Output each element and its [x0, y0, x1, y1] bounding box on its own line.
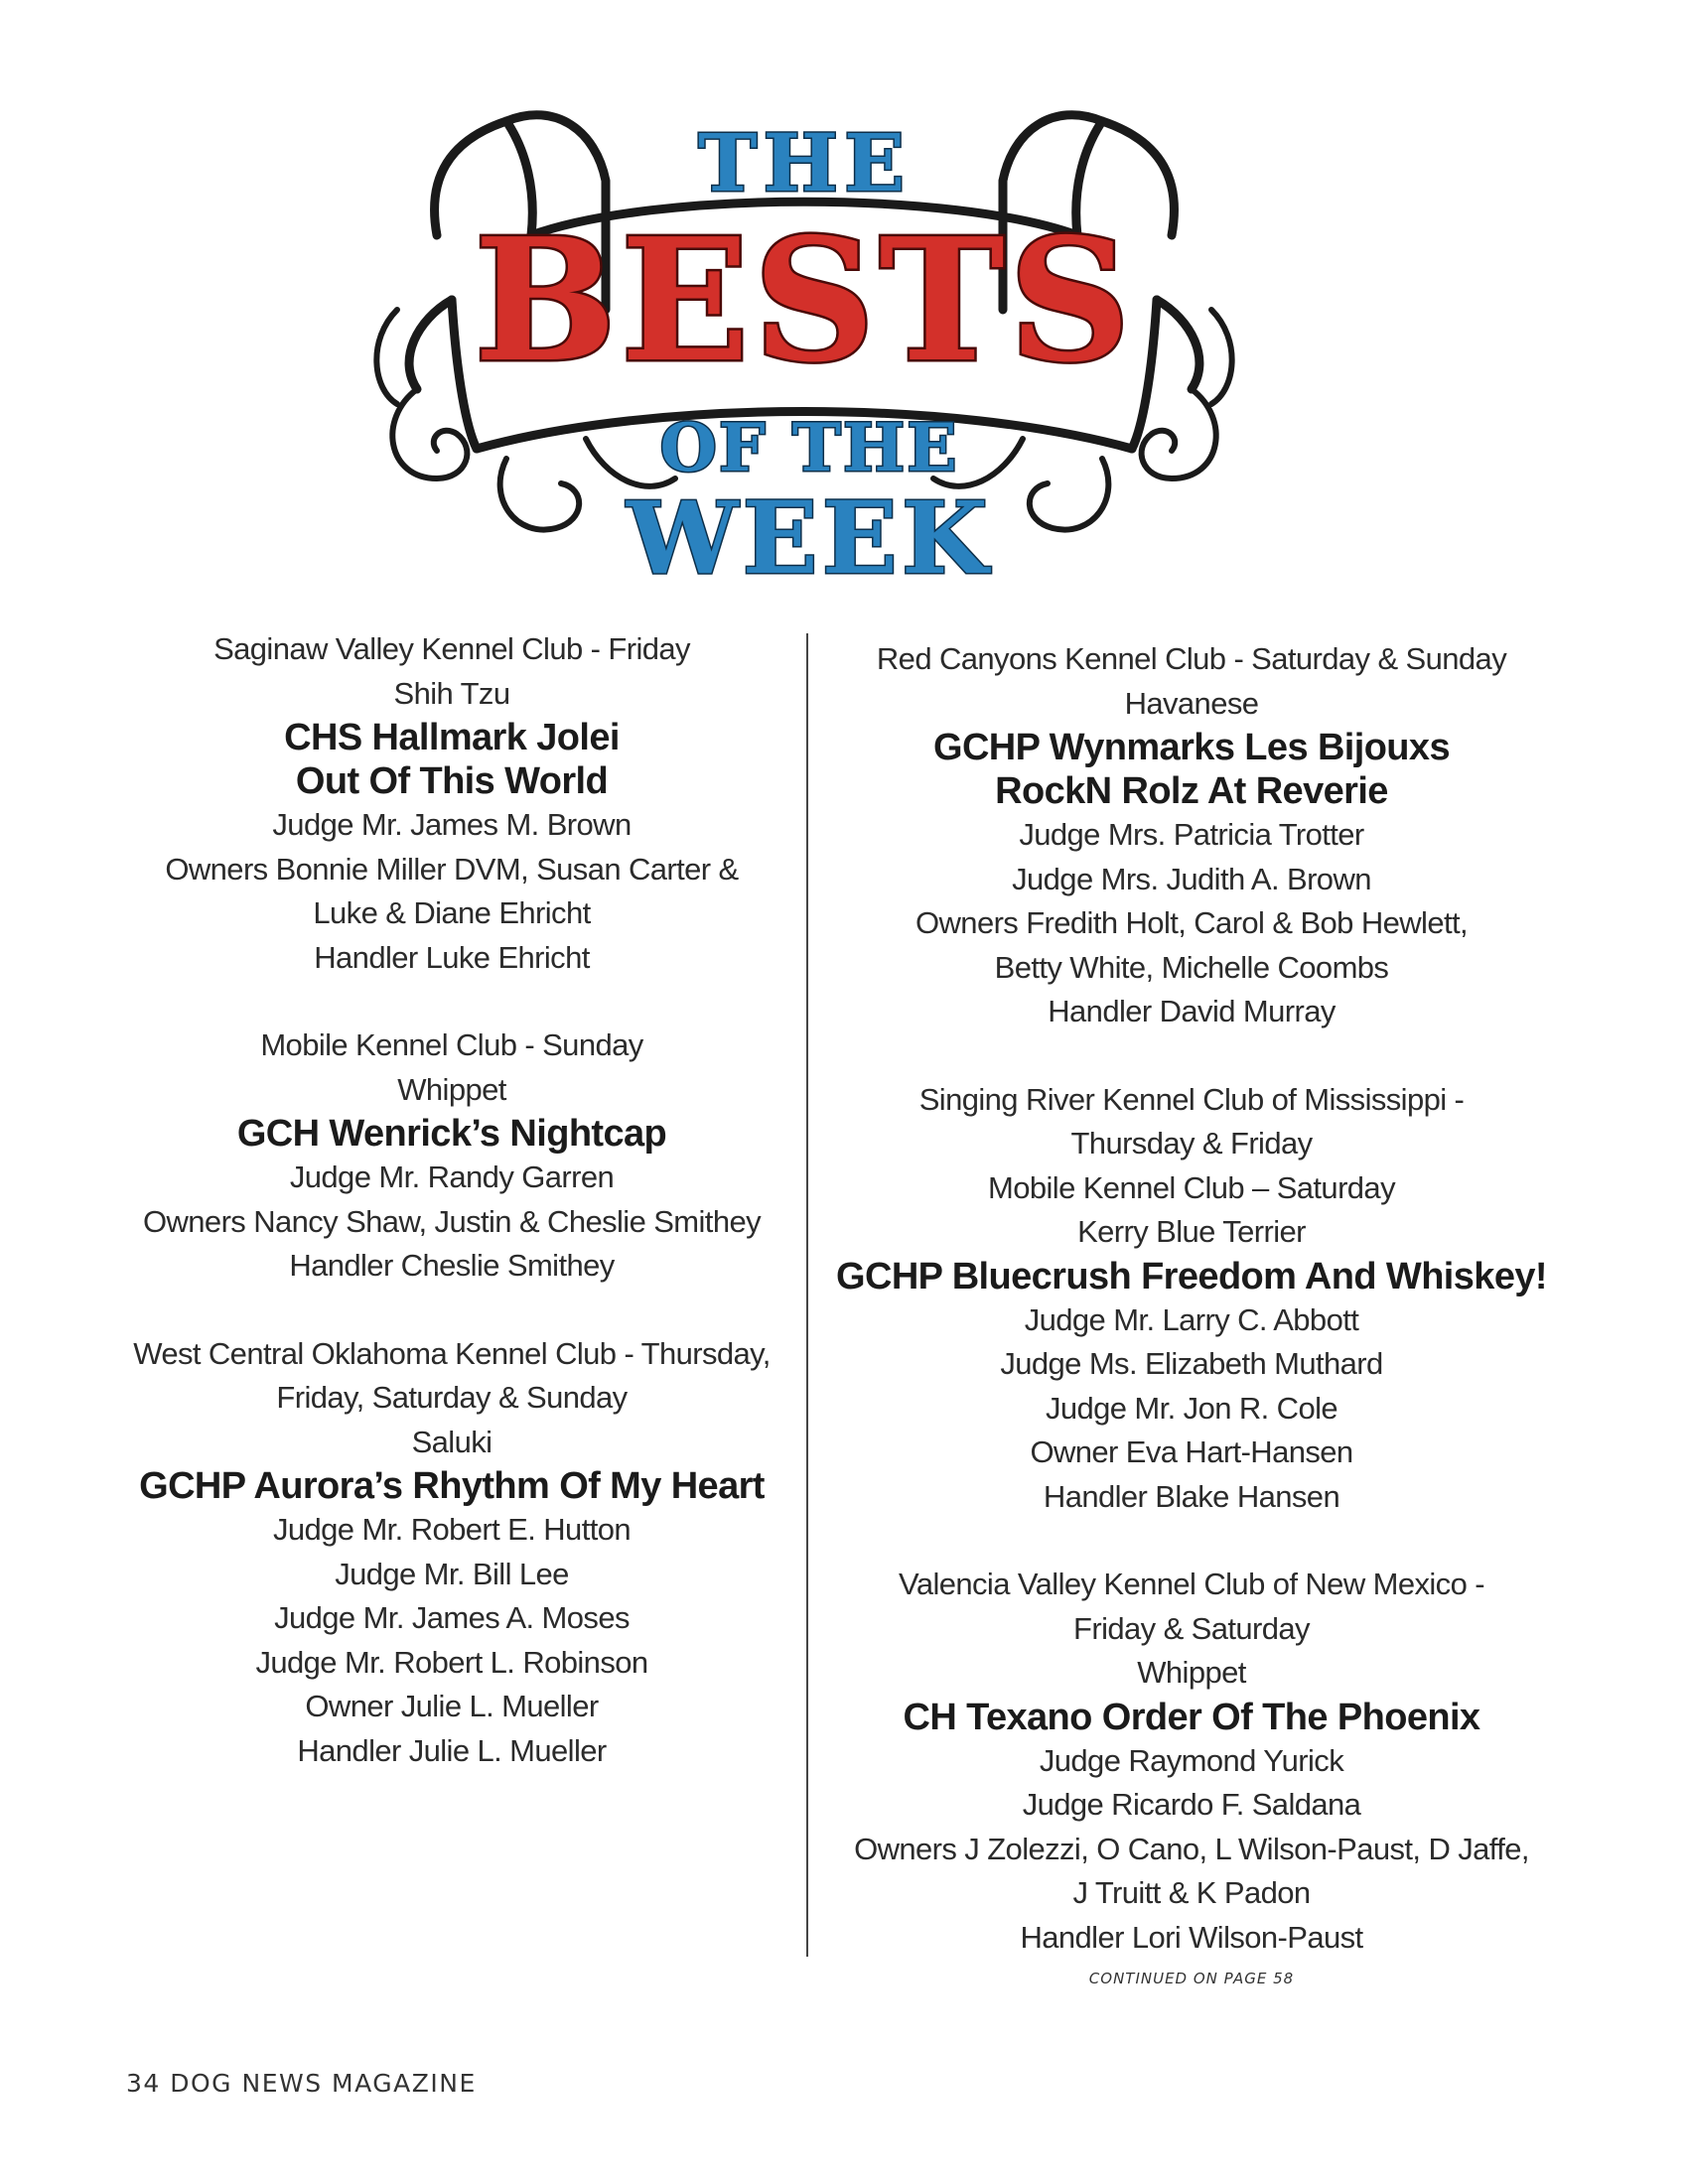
- entry-info-line: Friday & Saturday: [1073, 1610, 1310, 1646]
- best-of-week-entry: [834, 637, 1549, 1034]
- entry-info-line: Owners Nancy Shaw, Justin & Cheslie Smithey: [142, 1203, 762, 1239]
- entry-info-line: Judge Mr. Robert L. Robinson: [255, 1644, 648, 1680]
- dog-name: Out Of This World: [295, 760, 609, 802]
- entry-info-line: Owners J Zolezzi, O Cano, L Wilson-Paust, D Jaffe,: [854, 1831, 1529, 1866]
- entry-info-line: Betty White, Michelle Coombs: [994, 949, 1389, 985]
- column-divider: [806, 633, 808, 1957]
- entry-info-line: Singing River Kennel Club of Mississippi -: [918, 1081, 1465, 1117]
- entry-info-line: Valencia Valley Kennel Club of New Mexico -: [899, 1567, 1484, 1601]
- entry-info-line: Judge Mr. Robert E. Hutton: [272, 1512, 632, 1547]
- entry-info-line: Havanese: [1124, 685, 1259, 721]
- entry-info-line: Owners Fredith Holt, Carol & Bob Hewlett,: [915, 905, 1468, 940]
- entry-info-line: Handler Luke Ehricht: [314, 939, 590, 975]
- dog-name: GCHP Aurora’s Rhythm Of My Heart: [139, 1465, 765, 1507]
- entry-info-line: Handler Cheslie Smithey: [289, 1248, 615, 1283]
- best-of-week-entry: [124, 1332, 779, 1774]
- dog-name: GCHP Bluecrush Freedom And Whiskey!: [836, 1255, 1547, 1297]
- logo-word-bests: BESTS: [474, 202, 1135, 400]
- logo-word-of-the: OF THE: [659, 409, 959, 486]
- entry-info-line: Judge Mr. Jon R. Cole: [1045, 1390, 1338, 1426]
- entry-info-line: Luke & Diane Ehricht: [313, 895, 591, 930]
- logo-word-week: WEEK: [627, 479, 992, 588]
- entry-info-line: Handler Julie L. Mueller: [297, 1732, 607, 1768]
- left-column: [124, 627, 779, 1817]
- dog-name: GCHP Wynmarks Les Bijouxs: [932, 727, 1450, 768]
- entry-info-line: Owner Julie L. Mueller: [305, 1689, 599, 1723]
- entry-info-line: Shih Tzu: [393, 675, 510, 711]
- entry-info-line: Handler Blake Hansen: [1043, 1478, 1340, 1514]
- entry-info-line: Saginaw Valley Kennel Club - Friday: [213, 631, 690, 666]
- entry-info-line: Whippet: [1137, 1655, 1246, 1690]
- entry-info-line: West Central Oklahoma Kennel Club - Thursday,: [133, 1335, 771, 1371]
- entry-info-line: Saluki: [411, 1424, 492, 1459]
- entry-info-line: Judge Mr. Bill Lee: [335, 1556, 569, 1591]
- best-of-week-entry: [124, 627, 779, 980]
- dog-name: CH Texano Order Of The Phoenix: [903, 1696, 1480, 1738]
- logo-word-the: THE: [697, 116, 912, 209]
- dog-name: CHS Hallmark Jolei: [284, 717, 620, 758]
- entry-info-line: Handler Lori Wilson-Paust: [1020, 1919, 1363, 1955]
- entry-info-line: Judge Mrs. Patricia Trotter: [1019, 817, 1364, 852]
- entry-info-line: Handler David Murray: [1048, 994, 1336, 1028]
- entry-info-line: Judge Raymond Yurick: [1039, 1742, 1344, 1778]
- entry-info-line: Judge Mr. Randy Garren: [289, 1160, 615, 1194]
- entry-info-line: J Truitt & K Padon: [1072, 1875, 1311, 1910]
- right-column: [834, 637, 1549, 2003]
- entry-info-line: Judge Mr. James A. Moses: [274, 1600, 630, 1635]
- entry-info-line: Mobile Kennel Club - Sunday: [260, 1027, 643, 1062]
- best-of-week-entry: [834, 1078, 1549, 1520]
- dog-name: RockN Rolz At Reverie: [995, 770, 1388, 812]
- entry-info-line: Judge Mr. James M. Brown: [272, 807, 632, 842]
- best-of-week-entry: [834, 1563, 1549, 1960]
- page-footer: 34 DOG NEWS MAGAZINE: [126, 2069, 477, 2098]
- entry-info-line: Owners Bonnie Miller DVM, Susan Carter &: [165, 851, 739, 887]
- entry-info-line: Mobile Kennel Club – Saturday: [988, 1169, 1395, 1205]
- dog-name: GCH Wenrick’s Nightcap: [236, 1113, 667, 1155]
- entry-info-line: Kerry Blue Terrier: [1077, 1214, 1306, 1249]
- entry-info-line: Red Canyons Kennel Club - Saturday & Sunday: [876, 641, 1507, 676]
- entry-info-line: Judge Ricardo F. Saldana: [1022, 1787, 1361, 1822]
- entry-info-line: Judge Mrs. Judith A. Brown: [1012, 861, 1371, 896]
- entry-info-line: Thursday & Friday: [1070, 1126, 1313, 1160]
- entry-info-line: Judge Ms. Elizabeth Muthard: [1000, 1346, 1383, 1381]
- entry-info-line: Judge Mr. Larry C. Abbott: [1024, 1301, 1359, 1337]
- entry-info-line: Owner Eva Hart-Hansen: [1030, 1434, 1353, 1469]
- continued-note: CONTINUED ON PAGE 58: [1088, 1970, 1295, 1987]
- entry-info-line: Whippet: [397, 1071, 506, 1107]
- entry-info-line: Friday, Saturday & Sunday: [276, 1380, 628, 1415]
- best-of-week-entry: [124, 1024, 779, 1289]
- logo-art: [357, 62, 1251, 588]
- bests-of-the-week-logo: [357, 62, 1251, 588]
